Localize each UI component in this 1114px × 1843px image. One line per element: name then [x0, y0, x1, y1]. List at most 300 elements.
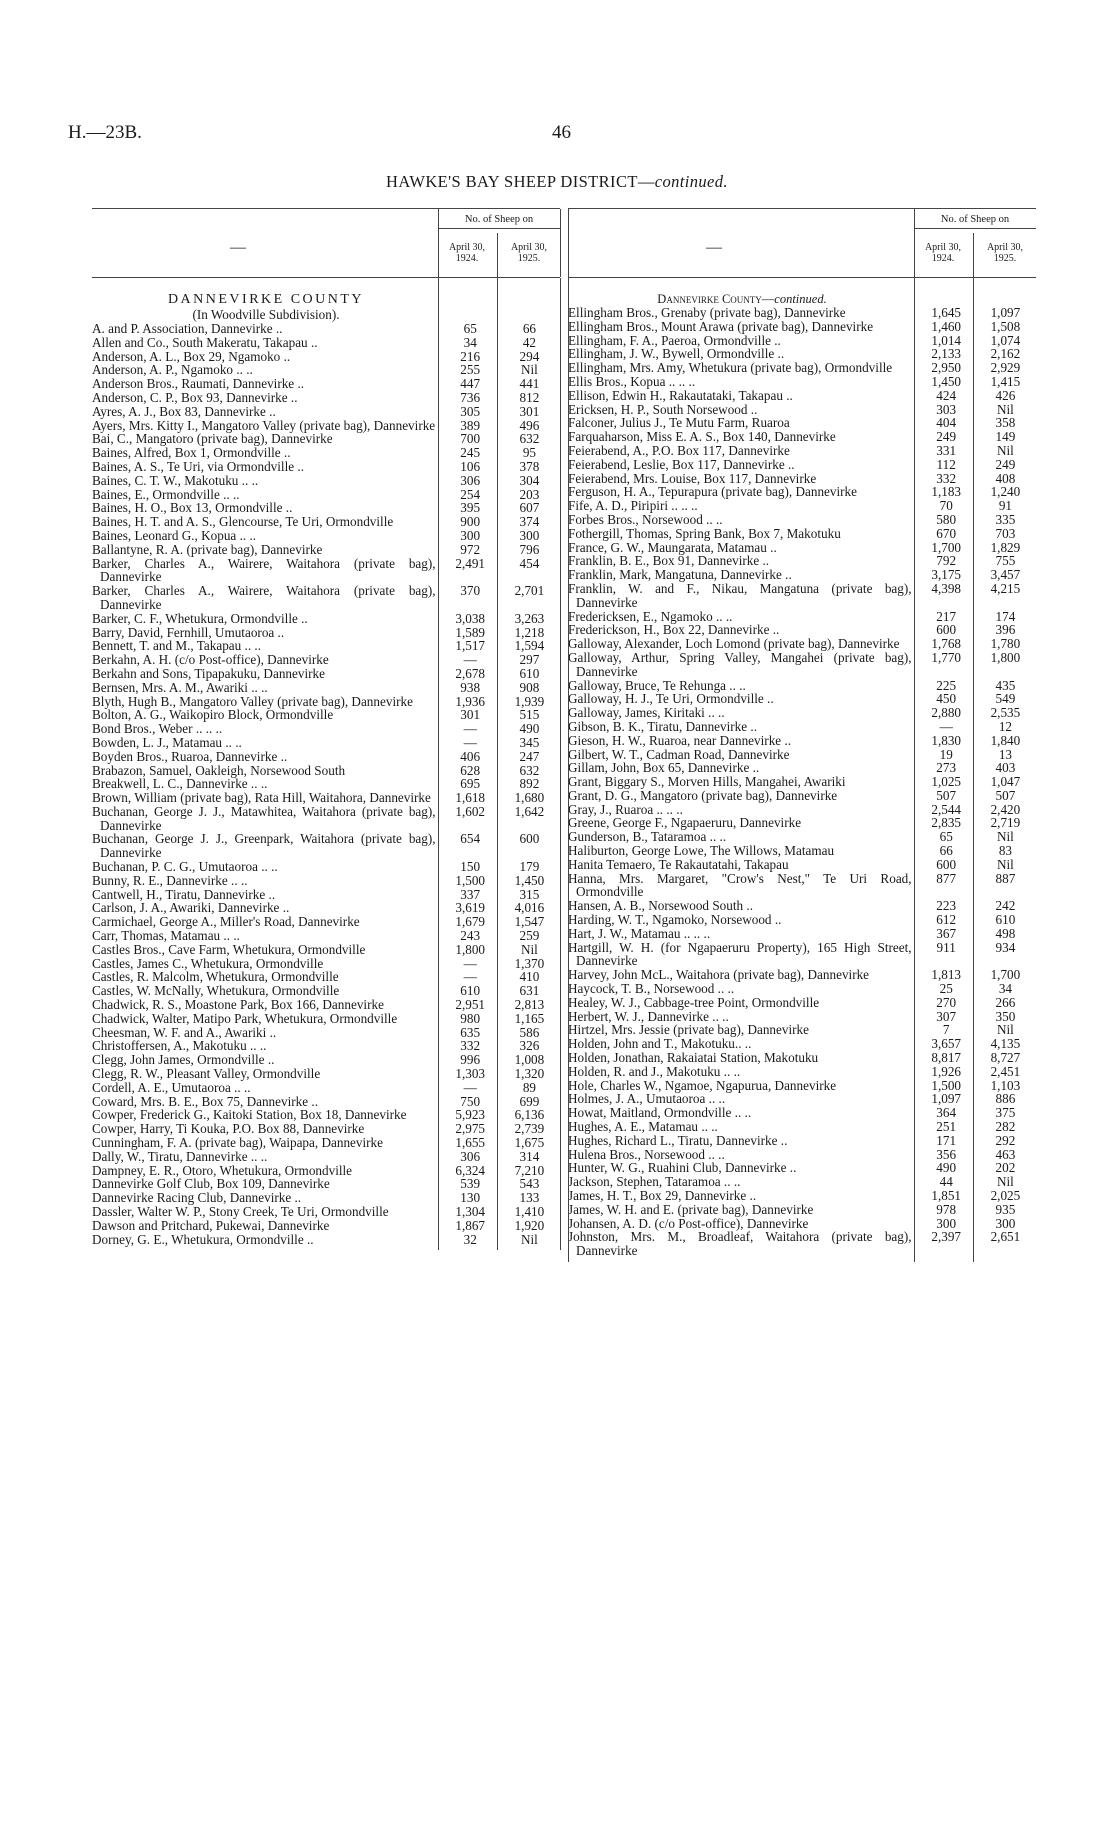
- sheep-1925: Nil: [996, 829, 1014, 845]
- sheep-1924: 337: [460, 886, 481, 902]
- table-row: [568, 458, 1036, 472]
- table-row: [568, 320, 1036, 334]
- sheep-1925: 1,547: [514, 914, 545, 930]
- owner-name: Cheesman, W. F. and A., Awariki ..: [92, 1024, 277, 1040]
- owner-name: Ellingham Bros., Grenaby (private bag), Dannevirke: [568, 305, 846, 320]
- sheep-1924: 65: [463, 321, 477, 336]
- sheep-1924: 1,851: [931, 1188, 962, 1203]
- sheep-1925: Nil: [996, 442, 1014, 458]
- sheep-1925: Nil: [996, 1022, 1014, 1038]
- owner-name: Hirtzel, Mrs. Jessie (private bag), Dannevirke: [568, 1022, 809, 1038]
- owner-name: Forbes Bros., Norsewood .. ..: [568, 511, 723, 527]
- table-row: [92, 998, 560, 1012]
- owner-name: Castles, W. McNally, Whetukura, Ormondville: [92, 983, 340, 999]
- table-row: [568, 1010, 1036, 1024]
- sheep-1924: 1,500: [455, 872, 486, 888]
- sheep-1925: 1,920: [514, 1217, 545, 1233]
- sheep-1925: 631: [519, 983, 540, 999]
- sheep-1924: 249: [936, 429, 957, 445]
- table-row: [92, 929, 560, 943]
- table-row: [568, 720, 1036, 734]
- owner-name: Bai, C., Mangatoro (private bag), Dannevirke: [92, 431, 333, 447]
- owner-name: Brown, William (private bag), Rata Hill, Waitahora, Dannevirke: [92, 790, 431, 806]
- owner-name: Berkahn and Sons, Tipapakuku, Dannevirke: [92, 665, 325, 681]
- sheep-1925: 543: [519, 1176, 540, 1192]
- sheep-1924: 1,813: [931, 967, 962, 983]
- sheep-1924: 610: [460, 983, 481, 999]
- owner-name: Brabazon, Samuel, Oakleigh, Norsewood South: [92, 762, 346, 778]
- table-row: [568, 444, 1036, 458]
- table-row: [568, 306, 1036, 320]
- table-row: [92, 322, 560, 336]
- sheep-1924: 273: [936, 760, 957, 776]
- sheep-1925: 249: [995, 456, 1016, 472]
- sheep-1924: 106: [460, 458, 481, 474]
- sheep-1924: 1,500: [931, 1077, 962, 1093]
- table-row: [92, 874, 560, 888]
- sheep-1925: 755: [995, 553, 1016, 569]
- left-column-table: [92, 208, 560, 1246]
- table-row: [92, 777, 560, 791]
- owner-name: Gunderson, B., Tataramoa .. ..: [568, 829, 727, 845]
- owner-name: Berkahn, A. H. (c/o Post-office), Dannevirke: [92, 652, 329, 668]
- sheep-1925: 1,594: [514, 638, 545, 654]
- owner-name: Ellingham Bros., Mount Arawa (private bag), Dannevirke: [568, 318, 874, 334]
- sheep-1924: 1,014: [931, 332, 962, 348]
- table-row: [568, 568, 1036, 582]
- sheep-1925: 149: [995, 429, 1016, 445]
- table-row: [92, 1219, 560, 1233]
- sheep-1925: 1,675: [514, 1135, 545, 1151]
- sheep-1925: 886: [995, 1091, 1016, 1107]
- sheep-1924: 301: [460, 707, 481, 723]
- sheep-1924: 911: [936, 939, 956, 955]
- table-row: [568, 844, 1036, 858]
- sheep-1925: 335: [995, 511, 1016, 527]
- page-title: [0, 172, 1114, 192]
- sheep-1924: 1,025: [931, 774, 962, 790]
- sheep-1925: 375: [995, 1105, 1016, 1121]
- sheep-1924: 65: [939, 829, 953, 845]
- sheep-1924: —: [463, 955, 477, 971]
- sheep-1924: 612: [936, 912, 957, 928]
- sheep-1924: 130: [460, 1190, 481, 1206]
- owner-name: Cordell, A. E., Umutaoroa .. ..: [92, 1079, 251, 1095]
- sheep-1924: 1,645: [931, 305, 962, 320]
- table-body: [92, 278, 560, 1246]
- owner-name: A. and P. Association, Dannevirke ..: [92, 321, 283, 336]
- sheep-1924: 1,097: [931, 1091, 962, 1107]
- sheep-1924: 507: [936, 787, 957, 803]
- owner-name: Feierabend, Leslie, Box 117, Dannevirke ..: [568, 456, 795, 472]
- owner-name: Gieson, H. W., Ruaroa, near Dannevirke ..: [568, 732, 792, 748]
- owner-name: Dassler, Walter W. P., Stony Creek, Te Uri, Ormondville: [92, 1204, 389, 1219]
- sheep-1924: 580: [936, 511, 957, 527]
- table-row: [568, 361, 1036, 375]
- sheep-1924: 447: [460, 376, 481, 392]
- table-row: [568, 941, 1036, 969]
- table-row: [568, 389, 1036, 403]
- sheep-1924: 306: [460, 1148, 481, 1164]
- owner-name: Baines, H. O., Box 13, Ormondville ..: [92, 500, 293, 516]
- sheep-1925: 1,218: [514, 624, 545, 640]
- owner-name: Coward, Mrs. B. E., Box 75, Dannevirke ..: [92, 1093, 318, 1109]
- table-row: [92, 557, 560, 585]
- table-row: [568, 734, 1036, 748]
- owner-name: Johnston, Mrs. M., Broadleaf, Waitahora (private bag), Dannevirke: [568, 1229, 912, 1259]
- sheep-1925: 934: [995, 939, 1016, 955]
- sheep-1925: 1,047: [990, 774, 1021, 790]
- owner-name: Hart, J. W., Matamau .. .. ..: [568, 925, 711, 941]
- sheep-1924: 243: [460, 928, 481, 944]
- sheep-1924: 1,589: [455, 624, 486, 640]
- sheep-1924: 635: [460, 1024, 481, 1040]
- sheep-1925: Nil: [520, 362, 538, 378]
- page-number: 46: [552, 122, 571, 143]
- table-row: [92, 336, 560, 350]
- owner-name: Cowper, Frederick G., Kaitoki Station, Box 18, Dannevirke: [92, 1107, 407, 1123]
- owner-name: Galloway, James, Kiritaki .. ..: [568, 705, 725, 721]
- sheep-1924: 4,398: [931, 580, 962, 596]
- sheep-1925: 13: [998, 746, 1012, 762]
- sheep-1924: 171: [936, 1132, 957, 1148]
- owner-name: Castles, James C., Whetukura, Ormondville: [92, 955, 324, 971]
- sheep-1924: 980: [460, 1010, 481, 1026]
- table-row: [568, 913, 1036, 927]
- subdivision-heading: (In Woodville Subdivision).: [192, 307, 340, 322]
- table-row: [92, 501, 560, 515]
- sheep-1925: 2,420: [990, 801, 1021, 817]
- owner-name: Cowper, Harry, Ti Kouka, P.O. Box 88, Dannevirke: [92, 1121, 365, 1137]
- sheep-1925: 378: [519, 458, 540, 474]
- owner-name: Dannevirke Racing Club, Dannevirke ..: [92, 1190, 302, 1206]
- owner-name: Baines, C. T. W., Makotuku .. ..: [92, 472, 259, 488]
- sheep-1925: 2,719: [990, 815, 1021, 831]
- sheep-1924: 225: [936, 677, 957, 693]
- table-row: [568, 1161, 1036, 1175]
- sheep-1925: 908: [519, 679, 540, 695]
- owner-name: Howat, Maitland, Ormondville .. ..: [568, 1105, 752, 1121]
- owner-name: Ayers, Mrs. Kitty I., Mangatoro Valley (private bag), Dannevirke: [92, 417, 436, 433]
- header-no-of-sheep: No. of Sheep on: [438, 214, 560, 229]
- owner-name: Haycock, T. B., Norsewood .. ..: [568, 981, 735, 997]
- sheep-1925: 1,240: [990, 484, 1021, 500]
- sheep-1925: 435: [995, 677, 1016, 693]
- sheep-1925: 3,263: [514, 610, 545, 626]
- sheep-1924: 3,175: [931, 567, 962, 583]
- sheep-1925: 1,829: [990, 539, 1021, 555]
- sheep-1925: 892: [519, 776, 540, 792]
- sheep-1925: Nil: [520, 1231, 538, 1247]
- sheep-1925: 174: [995, 608, 1016, 624]
- table-row: [92, 791, 560, 805]
- sheep-1924: 270: [936, 994, 957, 1010]
- table-row: [568, 1175, 1036, 1189]
- sheep-1924: 2,880: [931, 705, 962, 721]
- table-row: [92, 474, 560, 488]
- sheep-1924: 1,800: [455, 941, 486, 957]
- county-heading-continued: Dannevirke County—continued.: [657, 292, 827, 306]
- sheep-1925: 314: [519, 1148, 540, 1164]
- table-row: [568, 499, 1036, 513]
- sheep-1925: 292: [995, 1132, 1016, 1148]
- owner-name: Farquaharson, Miss E. A. S., Box 140, Dannevirke: [568, 429, 836, 445]
- owner-name: Anderson, C. P., Box 93, Dannevirke ..: [92, 389, 298, 405]
- sheep-1925: 600: [519, 831, 540, 847]
- table-row: [92, 1095, 560, 1109]
- sheep-1924: 364: [936, 1105, 957, 1121]
- owner-name: Franklin, Mark, Mangatuna, Dannevirke ..: [568, 567, 792, 583]
- sheep-1925: Nil: [996, 856, 1014, 872]
- sheep-1924: 3,657: [931, 1036, 962, 1052]
- header-year-1924: April 30, 1924.: [924, 242, 962, 264]
- sheep-1924: 307: [936, 1008, 957, 1024]
- sheep-1924: 695: [460, 776, 481, 792]
- sheep-1925: 4,215: [990, 580, 1021, 596]
- owner-name: Dally, W., Tiratu, Dannevirke .. ..: [92, 1148, 268, 1164]
- sheep-1925: 490: [519, 721, 540, 737]
- owner-name: Anderson Bros., Raumati, Dannevirke ..: [92, 376, 305, 392]
- sheep-1924: 3,038: [455, 610, 486, 626]
- table-row: [568, 1230, 1036, 1258]
- owner-name: Healey, W. J., Cabbage-tree Point, Ormondville: [568, 994, 820, 1010]
- header-year-1925: April 30, 1925.: [510, 242, 548, 264]
- table-row: [92, 488, 560, 502]
- owner-name: Harding, W. T., Ngamoko, Norsewood ..: [568, 912, 782, 928]
- owner-name: Frederickson, H., Box 22, Dannevirke ..: [568, 622, 780, 638]
- sheep-1924: 1,304: [455, 1204, 486, 1219]
- owner-name: Gilbert, W. T., Cadman Road, Dannevirke: [568, 746, 790, 762]
- owner-name: Fothergill, Thomas, Spring Bank, Box 7, Makotuku: [568, 525, 841, 541]
- sheep-1925: 610: [519, 665, 540, 681]
- table-row: [92, 1053, 560, 1067]
- table-row: [92, 695, 560, 709]
- sheep-1924: 2,678: [455, 665, 486, 681]
- sheep-1924: 490: [936, 1160, 957, 1176]
- sheep-1924: 996: [460, 1052, 481, 1068]
- sheep-1925: 1,410: [514, 1204, 545, 1219]
- sheep-1925: 42: [522, 334, 536, 350]
- sheep-1925: 408: [995, 470, 1016, 486]
- table-row: [92, 515, 560, 529]
- sheep-1925: 935: [995, 1201, 1016, 1217]
- sheep-1925: 2,025: [990, 1188, 1021, 1203]
- owner-name: Grant, Biggary S., Morven Hills, Mangahei, Awariki: [568, 774, 846, 790]
- owner-name: Carmichael, George A., Miller's Road, Dannevirke: [92, 914, 360, 930]
- table-row: [92, 970, 560, 984]
- owner-name: Hughes, Richard L., Tiratu, Dannevirke ..: [568, 1132, 788, 1148]
- table-row: [568, 334, 1036, 348]
- owner-name: Anderson, A. L., Box 29, Ngamoko ..: [92, 348, 291, 364]
- sheep-1925: 301: [519, 403, 540, 419]
- owner-name: James, H. T., Box 29, Dannevirke ..: [568, 1188, 757, 1203]
- sheep-1924: 1,867: [455, 1217, 486, 1233]
- sheep-1924: 3,619: [455, 900, 486, 916]
- sheep-1925: Nil: [520, 941, 538, 957]
- sheep-1924: 367: [936, 925, 957, 941]
- sheep-1924: 2,133: [931, 346, 962, 362]
- table-row: [568, 748, 1036, 762]
- sheep-1924: 19: [939, 746, 953, 762]
- table-row: [568, 623, 1036, 637]
- owner-name: James, W. H. and E. (private bag), Dannevirke: [568, 1201, 814, 1217]
- owner-name: Baines, E., Ormondville .. ..: [92, 486, 240, 502]
- table-row: [568, 803, 1036, 817]
- sheep-1925: 95: [522, 445, 536, 461]
- sheep-1925: 326: [519, 1038, 540, 1054]
- table-row: [92, 708, 560, 722]
- owner-name: Holden, R. and J., Makotuku .. ..: [568, 1063, 741, 1079]
- sheep-1925: 426: [995, 387, 1016, 403]
- sheep-1925: 7,210: [514, 1162, 545, 1178]
- sheep-1924: —: [463, 652, 477, 668]
- owner-name: Holmes, J. A., Umutaoroa .. ..: [568, 1091, 726, 1107]
- sheep-1925: 1,800: [990, 649, 1021, 665]
- sheep-1925: 66: [522, 321, 536, 336]
- table-row: [92, 860, 560, 874]
- sheep-1924: 150: [460, 859, 481, 875]
- owner-name: Anderson, A. P., Ngamoko .. ..: [92, 362, 253, 378]
- sheep-1924: 34: [463, 334, 477, 350]
- owner-name: Greene, George F., Ngapaeruru, Dannevirke: [568, 815, 802, 831]
- sheep-1924: 223: [936, 898, 957, 914]
- table-row: [92, 901, 560, 915]
- sheep-1925: 2,739: [514, 1121, 545, 1137]
- sheep-1925: 315: [519, 886, 540, 902]
- sheep-1924: 792: [936, 553, 957, 569]
- table-row: [92, 750, 560, 764]
- sheep-1924: 877: [936, 870, 957, 886]
- sheep-1924: 1,700: [931, 539, 962, 555]
- sheep-1925: 2,451: [990, 1063, 1021, 1079]
- sheep-1925: 887: [995, 870, 1016, 886]
- owner-name: Feierabend, A., P.O. Box 117, Dannevirke: [568, 442, 790, 458]
- sheep-1924: 404: [936, 415, 957, 431]
- sheep-1924: 44: [939, 1174, 953, 1190]
- owner-name: Grant, D. G., Mangatoro (private bag), Dannevirke: [568, 787, 838, 803]
- sheep-1924: 389: [460, 417, 481, 433]
- sheep-1924: 332: [936, 470, 957, 486]
- sheep-1925: 1,008: [514, 1052, 545, 1068]
- sheep-1924: 2,951: [455, 997, 486, 1013]
- sheep-1925: Nil: [996, 401, 1014, 417]
- table-row: [568, 430, 1036, 444]
- table-row: [568, 485, 1036, 499]
- table-row: [568, 1106, 1036, 1120]
- sheep-1925: 294: [519, 348, 540, 364]
- sheep-1924: 938: [460, 679, 481, 695]
- table-row: [568, 1148, 1036, 1162]
- sheep-1925: 242: [995, 898, 1016, 914]
- owner-name: Dampney, E. R., Otoro, Whetukura, Ormondville: [92, 1162, 353, 1178]
- sheep-1924: 6,324: [455, 1162, 486, 1178]
- owner-name: Hughes, A. E., Matamau .. ..: [568, 1119, 718, 1135]
- owner-name: Breakwell, L. C., Dannevirke .. ..: [92, 776, 268, 792]
- table-row: [92, 1191, 560, 1205]
- sheep-1925: 1,415: [990, 373, 1021, 389]
- owner-name: Hanita Temaero, Te Rakautatahi, Takapau: [568, 856, 789, 872]
- owner-name: Herbert, W. J., Dannevirke .. ..: [568, 1008, 729, 1024]
- owner-name: Baines, Leonard G., Kopua .. ..: [92, 527, 257, 543]
- sheep-1924: —: [939, 718, 953, 734]
- sheep-1925: 12: [998, 718, 1012, 734]
- table-row: [568, 692, 1036, 706]
- sheep-1925: 1,680: [514, 790, 545, 806]
- owner-name: Galloway, Alexander, Loch Lomond (private bag), Dannevirke: [568, 636, 900, 652]
- sheep-1924: 450: [936, 691, 957, 707]
- owner-name: Barker, Charles A., Wairere, Waitahora (private bag), Dannevirke: [92, 555, 436, 585]
- table-row: [92, 736, 560, 750]
- table-row: [568, 416, 1036, 430]
- sheep-1925: 1,320: [514, 1066, 545, 1082]
- table-row: [568, 527, 1036, 541]
- sheep-1924: 654: [460, 831, 481, 847]
- column-divider: [568, 209, 569, 277]
- table-row: [92, 432, 560, 446]
- owner-name: Feierabend, Mrs. Louise, Box 117, Dannevirke: [568, 470, 817, 486]
- owner-name: Buchanan, George J. J., Greenpark, Waitahora (private bag), Dannevirke: [92, 831, 436, 861]
- owner-name: Bennett, T. and M., Takapau .. ..: [92, 638, 262, 654]
- owner-name: Cantwell, H., Tiratu, Dannevirke ..: [92, 886, 276, 902]
- sheep-1925: 259: [519, 928, 540, 944]
- table-row: [92, 1122, 560, 1136]
- table-header: [568, 208, 1036, 278]
- sheep-1924: 306: [460, 472, 481, 488]
- sheep-1925: 4,016: [514, 900, 545, 916]
- table-row: [568, 1079, 1036, 1093]
- owner-name: Ericksen, H. P., South Norsewood ..: [568, 401, 758, 417]
- owner-name: Carlson, J. A., Awariki, Dannevirke ..: [92, 900, 290, 916]
- sheep-1924: 1,768: [931, 636, 962, 652]
- owner-name: Baines, A. S., Te Uri, via Ormondville ..: [92, 458, 305, 474]
- sheep-1924: 424: [936, 387, 957, 403]
- owner-name: Ellingham, F. A., Paeroa, Ormondville ..: [568, 332, 781, 348]
- table-row: [92, 1205, 560, 1219]
- table-row: [92, 957, 560, 971]
- sheep-1924: 251: [936, 1119, 957, 1135]
- sheep-1925: 2,929: [990, 360, 1021, 376]
- sheep-1925: 1,840: [990, 732, 1021, 748]
- owner-name: Gillam, John, Box 65, Dannevirke ..: [568, 760, 760, 776]
- sheep-1924: 972: [460, 541, 481, 557]
- table-row: [568, 1217, 1036, 1231]
- sheep-1924: 750: [460, 1093, 481, 1109]
- table-row: [568, 706, 1036, 720]
- sheep-1925: 203: [519, 486, 540, 502]
- sheep-1924: 628: [460, 762, 481, 778]
- sheep-1925: 703: [995, 525, 1016, 541]
- owner-name: Baines, H. T. and A. S., Glencourse, Te Uri, Ormondville: [92, 514, 394, 530]
- table-row: [92, 943, 560, 957]
- table-row: [568, 968, 1036, 982]
- table-row: [92, 350, 560, 364]
- table-row: [568, 403, 1036, 417]
- owner-name: Bond Bros., Weber .. .. ..: [92, 721, 223, 737]
- table-row: [568, 651, 1036, 679]
- sheep-1925: 3,457: [990, 567, 1021, 583]
- sheep-1925: 8,727: [990, 1050, 1021, 1066]
- sheep-1924: 1,517: [455, 638, 486, 654]
- header-year-1925: April 30, 1925.: [986, 242, 1024, 264]
- sheep-1924: 2,835: [931, 815, 962, 831]
- sheep-1924: —: [463, 721, 477, 737]
- sheep-1925: Nil: [996, 1174, 1014, 1190]
- owner-name: Fredericksen, E., Ngamoko .. ..: [568, 608, 733, 624]
- header-dash: —: [706, 239, 722, 256]
- sheep-1924: 5,923: [455, 1107, 486, 1123]
- sheep-1925: 632: [519, 762, 540, 778]
- sheep-1925: 515: [519, 707, 540, 723]
